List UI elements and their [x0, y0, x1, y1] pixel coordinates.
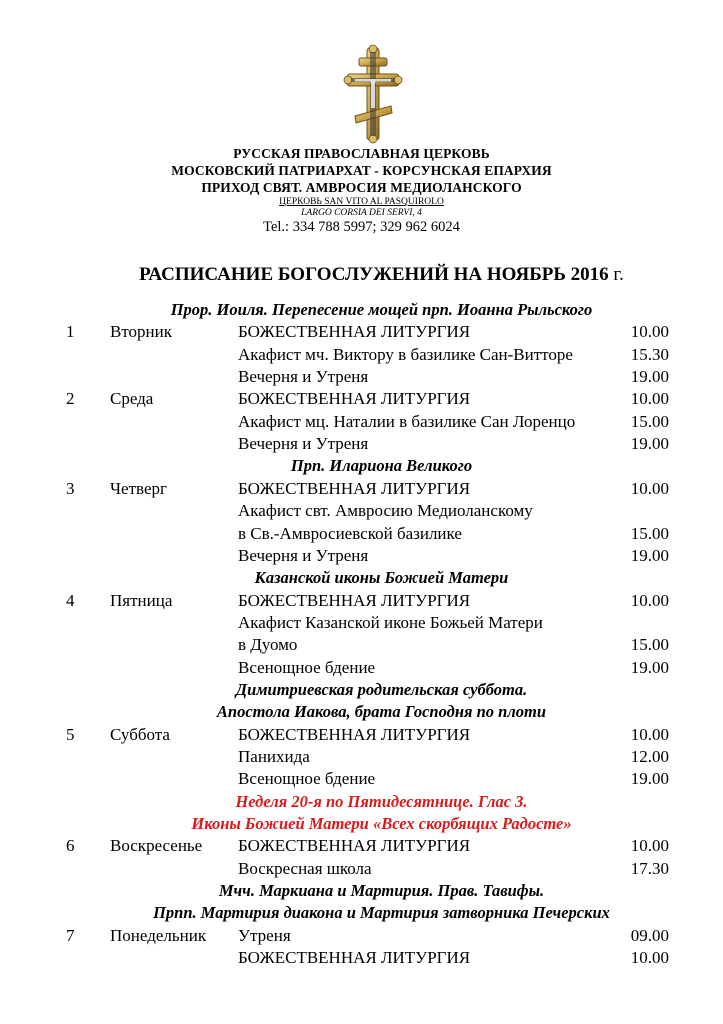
feast-title: Прп. Илариона Великого	[290, 456, 473, 476]
day-number: 2	[66, 389, 75, 409]
church-name: РУССКАЯ ПРАВОСЛАВНАЯ ЦЕРКОВЬ	[233, 146, 490, 161]
day-number: 1	[66, 322, 75, 342]
day-number: 4	[66, 590, 75, 610]
schedule-row	[0, 500, 723, 522]
service-name: Всенощное бдение	[238, 657, 376, 677]
feast-title: Прор. Иоиля. Перепесение мощей прп. Иоанна Рыльского	[170, 300, 593, 319]
feast-title: Неделя 20-я по Пятидесятнице. Глас 3.	[235, 791, 528, 811]
address: LARGO CORSIA DEI SERVI, 4	[301, 208, 422, 218]
service-name: Воскресная школа	[238, 858, 372, 878]
service-name: БОЖЕСТВЕННАЯ ЛИТУРГИЯ	[238, 478, 471, 498]
day-number: 5	[66, 724, 75, 744]
phone: Tel.: 334 788 5997; 329 962 6024	[263, 219, 460, 235]
page-title: РАСПИСАНИЕ БОГОСЛУЖЕНИЙ НА НОЯБРЬ 2016 г.	[139, 264, 624, 285]
service-name: Акафист Казанской иконе Божьей Матери	[238, 612, 543, 632]
service-time: 15.00	[630, 635, 669, 655]
service-name: БОЖЕСТВЕННАЯ ЛИТУРГИЯ	[238, 948, 471, 968]
service-time: 10.00	[630, 478, 669, 498]
service-time: 10.00	[630, 948, 669, 968]
weekday: Воскресенье	[110, 836, 203, 856]
schedule-row	[0, 768, 723, 790]
service-time: 15.00	[630, 411, 669, 431]
schedule-row	[0, 612, 723, 634]
feast-title: Иконы Божией Матери «Всех скорбящих Радосте»	[191, 814, 572, 834]
service-time: 19.00	[630, 769, 669, 789]
schedule-row	[0, 411, 723, 433]
weekday: Четверг	[110, 478, 167, 498]
schedule-row	[0, 478, 723, 500]
weekday: Среда	[110, 389, 154, 409]
service-time: 10.00	[630, 389, 669, 409]
schedule-row	[0, 590, 723, 612]
schedule-row	[0, 746, 723, 768]
service-name: БОЖЕСТВЕННАЯ ЛИТУРГИЯ	[238, 590, 471, 610]
schedule-row	[0, 321, 723, 343]
day-number: 3	[66, 478, 75, 498]
schedule-row	[0, 545, 723, 567]
service-time: 10.00	[630, 322, 669, 342]
service-name: Акафист свт. Амвросию Медиоланскому	[238, 501, 533, 521]
schedule-row	[0, 858, 723, 880]
service-name: БОЖЕСТВЕННАЯ ЛИТУРГИЯ	[238, 322, 471, 342]
feast-title: Казанской иконы Божией Матери	[254, 568, 509, 588]
schedule-row	[0, 724, 723, 746]
service-time: 15.30	[630, 344, 669, 364]
service-time: 15.00	[630, 523, 669, 543]
schedule-row	[0, 634, 723, 656]
service-name: в Св.-Амвросиевской базилике	[238, 523, 462, 543]
feast-title: Прпп. Мартирия диакона и Мартирия затворника Печерских	[153, 903, 610, 923]
service-time: 12.00	[630, 747, 669, 766]
feast-title: Димитриевская родительская суббота.	[235, 679, 528, 699]
parish-name: ПРИХОД СВЯТ. АМВРОСИЯ МЕДИОЛАНСКОГО	[201, 180, 522, 195]
service-time: 10.00	[630, 590, 669, 610]
service-time: 09.00	[630, 925, 669, 945]
service-name: Всенощное бдение	[238, 769, 376, 789]
schedule-row	[0, 523, 723, 545]
service-time: 10.00	[630, 836, 669, 856]
service-time: 19.00	[630, 434, 669, 454]
service-name: в Дуомо	[238, 635, 298, 655]
feast-title: Мчч. Маркиана и Мартирия. Прав. Тавифы.	[218, 881, 545, 901]
service-time: 10.00	[630, 724, 669, 744]
weekday: Пятница	[110, 590, 173, 610]
service-time: 19.00	[630, 367, 669, 387]
feast-title: Апостола Иакова, брата Господня по плоти	[216, 702, 547, 722]
service-name: БОЖЕСТВЕННАЯ ЛИТУРГИЯ	[238, 836, 471, 856]
patriarchate-eparchy: МОСКОВСКИЙ ПАТРИАРХАТ - КОРСУНСКАЯ ЕПАРХИЯ	[171, 163, 552, 178]
weekday: Понедельник	[110, 925, 207, 945]
church-location: ЦЕРКОВЬ SAN VITO AL PASQUIROLO	[279, 197, 444, 207]
service-name: Вечерня и Утреня	[238, 434, 369, 454]
service-name: Утреня	[238, 925, 291, 945]
schedule-row	[0, 433, 723, 455]
service-name: Акафист мч. Виктору в базилике Сан-Витторе	[238, 344, 573, 364]
weekday: Вторник	[110, 322, 172, 342]
service-name: Вечерня и Утреня	[238, 367, 369, 387]
orthodox-cross-icon	[343, 44, 403, 144]
service-name: Панихида	[238, 747, 310, 766]
service-name: Акафист мц. Наталии в базилике Сан Лоренцо	[238, 411, 576, 431]
service-name: БОЖЕСТВЕННАЯ ЛИТУРГИЯ	[238, 389, 471, 409]
schedule-row	[0, 947, 723, 969]
schedule-row	[0, 925, 723, 947]
service-time: 19.00	[630, 657, 669, 677]
service-name: Вечерня и Утреня	[238, 545, 369, 565]
weekday: Суббота	[110, 724, 170, 744]
schedule-row	[0, 344, 723, 366]
schedule-row	[0, 366, 723, 388]
schedule-row	[0, 657, 723, 679]
day-number: 6	[66, 836, 75, 856]
schedule-row	[0, 835, 723, 857]
service-name: БОЖЕСТВЕННАЯ ЛИТУРГИЯ	[238, 724, 471, 744]
day-number: 7	[66, 925, 75, 945]
service-time: 19.00	[630, 545, 669, 565]
schedule-row	[0, 388, 723, 410]
service-time: 17.30	[630, 858, 669, 878]
